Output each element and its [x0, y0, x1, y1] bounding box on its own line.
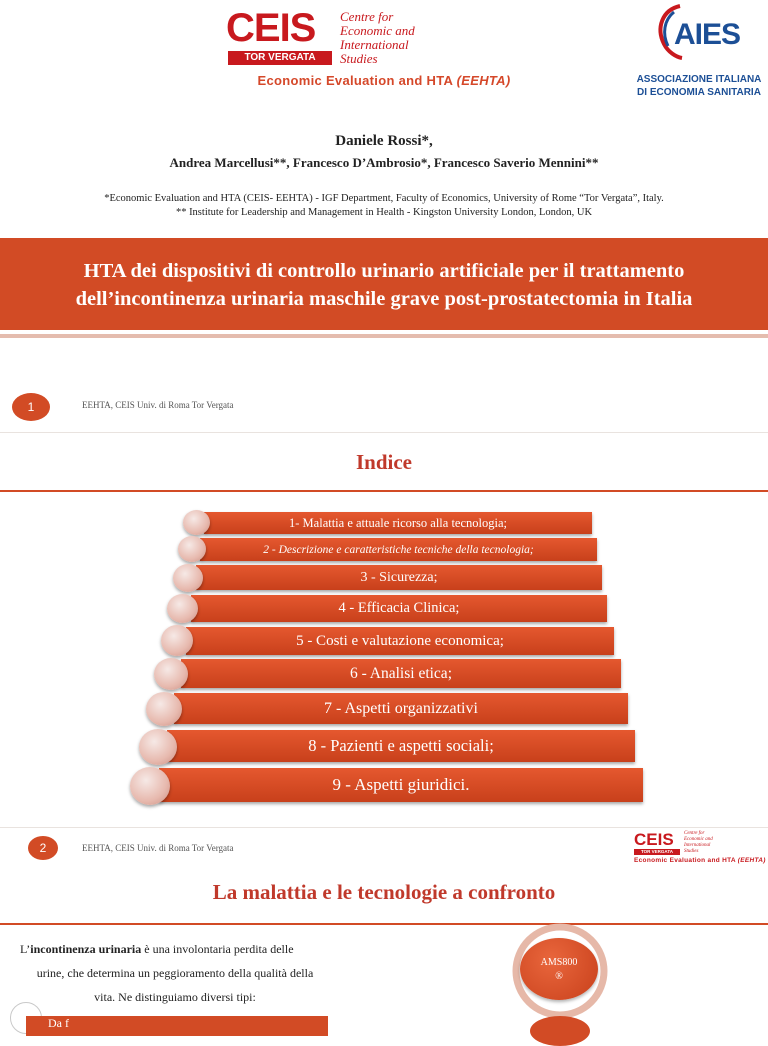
heading-rule [0, 490, 768, 492]
index-item[interactable] [181, 659, 621, 688]
index-bullet-icon [167, 594, 198, 623]
intro-line-1 [10, 937, 340, 961]
index-item[interactable] [196, 565, 602, 590]
slide-heading: La malattia e le tecnologie a confronto [212, 880, 556, 904]
index-bullet-icon [154, 658, 188, 690]
index-item-label: 8 - Pazienti e aspetti sociali; [308, 736, 494, 755]
index-item[interactable] [204, 512, 592, 534]
aies-logo-line-2: DI ECONOMIA SANITARIA [637, 87, 761, 98]
ceis-mini-band: TOR VERGATA [634, 849, 680, 855]
aies-logo-line-1: ASSOCIAZIONE ITALIANA [636, 74, 762, 85]
ceis-logo-sub-3: International [340, 37, 409, 52]
bullet-bar [26, 1016, 328, 1036]
ceis-logo-band: TOR VERGATA [228, 51, 332, 65]
index-item-label: 1- Malattia e attuale ricorso alla tecnologia; [289, 515, 507, 530]
ams800-circle [520, 938, 598, 1000]
ceis-mini-word: CEIS [634, 830, 674, 849]
index-item[interactable] [174, 693, 628, 724]
index-bullet-icon [178, 536, 206, 562]
ceis-mini-sub-1: Centre for [684, 831, 705, 836]
index-item-label: 4 - Efficacia Clinica; [338, 600, 460, 616]
aies-logo [632, 2, 768, 100]
slide-1 [0, 0, 768, 432]
ams800-label: AMS800 [540, 957, 578, 968]
index-item-label: 5 - Costi e valutazione economica; [296, 632, 504, 649]
coauthors: Andrea Marcellusi**, Francesco D’Ambrosio*, Francesco Saverio Mennini** [169, 155, 599, 170]
aies-logo-word: AIES [674, 18, 741, 51]
ceis-logo-sub-4: Studies [340, 51, 378, 66]
slide-footer: EEHTA, CEIS Univ. di Roma Tor Vergata [82, 400, 234, 410]
title-band [0, 238, 768, 330]
intro-rest: è una involontaria perdita delle [141, 942, 294, 956]
ceis-mini-sub-3: International [684, 843, 711, 848]
intro-prefix: L’ [20, 942, 31, 956]
index-bullet-icon [139, 729, 177, 765]
ceis-mini-line-text: Economic Evaluation and HTA [634, 857, 736, 864]
affiliation-2: ** Institute for Leadership and Management in Health - Kingston University London, London, UK [175, 207, 593, 218]
intro-paragraph [10, 937, 340, 1009]
second-circle [530, 1016, 590, 1046]
index-item-label: 3 - Sicurezza; [360, 569, 438, 585]
ceis-mini-logo [634, 831, 764, 865]
author-main: Daniele Rossi*, [335, 133, 433, 149]
slide-3 [0, 866, 768, 1030]
index-item-label: 7 - Aspetti organizzativi [324, 699, 478, 717]
title-line-1: HTA dei dispositivi di controllo urinario artificiale per il trattamento [83, 260, 685, 282]
ceis-logo [226, 8, 556, 72]
ceis-mini-line-abbr: (EEHTA) [737, 857, 766, 864]
index-bullet-icon [161, 625, 193, 656]
ams800-reg: ® [555, 971, 563, 982]
index-bullet-icon [130, 767, 170, 805]
page-number-badge: 2 [28, 836, 58, 860]
intro-line-2: urine, che determina un peggioramento della qualità della [36, 966, 314, 980]
index-item[interactable] [167, 730, 635, 762]
slide-footer: EEHTA, CEIS Univ. di Roma Tor Vergata [82, 843, 234, 853]
eehta-text: Economic Evaluation and HTA [257, 73, 453, 88]
heading-rule [0, 923, 768, 925]
intro-line-3: vita. Ne distinguiamo diversi tipi: [94, 990, 256, 1004]
index-bullet-icon [173, 564, 203, 592]
ceis-mini-sub-4: Studies [684, 849, 699, 854]
page-number-badge: 1 [12, 393, 50, 421]
index-item-label: 9 - Aspetti giuridici. [332, 775, 470, 794]
index-item-label: 2 - Descrizione e caratteristiche tecniche della tecnologia; [263, 543, 534, 556]
ceis-logo-word: CEIS [226, 6, 316, 50]
index-item[interactable] [191, 595, 607, 622]
ceis-mini-line [634, 857, 766, 864]
index-item[interactable] [200, 538, 597, 561]
index-item-label: 6 - Analisi etica; [349, 664, 452, 682]
index-item[interactable] [159, 768, 643, 802]
index-item[interactable] [186, 627, 614, 655]
index-bullet-icon [146, 692, 182, 726]
title-band-underline [0, 334, 768, 338]
bullet-bar-label: Da f [48, 1016, 69, 1030]
intro-bold: incontinenza urinaria [30, 942, 142, 956]
slide-heading: Indice [355, 450, 412, 474]
index-bullet-icon [183, 510, 210, 535]
title-line-2: dell’incontinenza urinaria maschile grave post-prostatectomia in Italia [75, 288, 693, 310]
ceis-logo-sub-2: Economic and [340, 23, 415, 38]
ceis-logo-sub-1: Centre for [340, 9, 394, 24]
affiliation-1: *Economic Evaluation and HTA (CEIS- EEHTA) - IGF Department, Faculty of Economics, University of Rome “Tor Vergata”, Italy. [104, 193, 664, 204]
eehta-abbr: (EEHTA) [456, 73, 511, 88]
ceis-mini-sub-2: Economic and [684, 837, 713, 842]
slide-separator [0, 827, 768, 828]
slide-2 [0, 433, 768, 827]
